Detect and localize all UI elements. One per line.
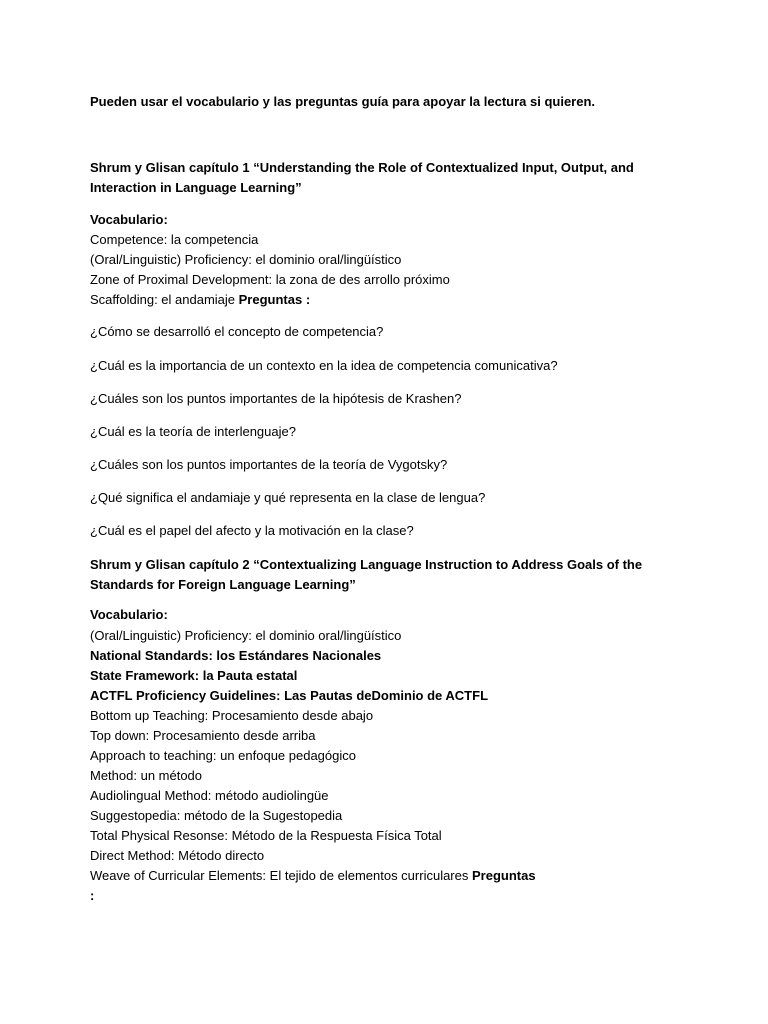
- chapter2-vocab-item: Top down: Procesamiento desde arriba: [90, 728, 316, 743]
- chapter2-vocab-item: (Oral/Linguistic) Proficiency: el dominio oral/lingüístico: [90, 628, 402, 643]
- chapter2-vocab-item: Method: un método: [90, 768, 203, 783]
- chapter2-title: Shrum y Glisan capítulo 2 “Contextualizing Language Instruction to Address Goals of the Standards for Foreign Language Learning”: [90, 557, 643, 592]
- chapter2-questions-colon: :: [90, 888, 95, 903]
- chapter1-question: ¿Cuál es la importancia de un contexto en la idea de competencia comunicativa?: [90, 358, 558, 373]
- chapter1-question: ¿Cuáles son los puntos importantes de la hipótesis de Krashen?: [90, 391, 462, 406]
- chapter2-vocab-item: Audiolingual Method: método audiolingüe: [90, 788, 329, 803]
- scaffolding-term: Scaffolding: el andamiaje: [90, 292, 239, 307]
- chapter1-questions-heading: Preguntas :: [238, 292, 311, 307]
- chapter1-vocab-heading: Vocabulario:: [90, 212, 168, 227]
- chapter1-vocab-item: (Oral/Linguistic) Proficiency: el dominio oral/lingüístico: [90, 252, 402, 267]
- chapter1-question: ¿Cuáles son los puntos importantes de la teoría de Vygotsky?: [90, 457, 448, 472]
- chapter1-question: ¿Cuál es la teoría de interlenguaje?: [90, 424, 296, 439]
- chapter2-vocab-item: State Framework: la Pauta estatal: [90, 668, 298, 683]
- chapter1-vocab-item: Competence: la competencia: [90, 232, 259, 247]
- chapter1-title: Shrum y Glisan capítulo 1 “Understanding the Role of Contextualized Input, Output, and Interaction in Language Learning”: [90, 160, 634, 195]
- chapter2-vocab-heading: Vocabulario:: [90, 607, 168, 622]
- weave-term: Weave of Curricular Elements: El tejido de elementos curriculares: [90, 868, 472, 883]
- chapter2-vocab-item: Bottom up Teaching: Procesamiento desde abajo: [90, 708, 374, 723]
- chapter2-vocab-item: Approach to teaching: un enfoque pedagógico: [90, 748, 356, 763]
- chapter2-vocab-item: Total Physical Resonse: Método de la Respuesta Física Total: [90, 828, 442, 843]
- chapter2-vocab-item-weave: [90, 868, 536, 884]
- chapter2-vocab-item: Suggestopedia: método de la Sugestopedia: [90, 808, 343, 823]
- chapter2-vocab-item: National Standards: los Estándares Nacionales: [90, 648, 382, 663]
- chapter1-vocab-item: Zone of Proximal Development: la zona de des arrollo próximo: [90, 272, 450, 287]
- chapter1-question: ¿Cuál es el papel del afecto y la motivación en la clase?: [90, 523, 414, 538]
- chapter2-questions-heading: Preguntas: [471, 868, 536, 883]
- chapter1-question: ¿Qué significa el andamiaje y qué representa en la clase de lengua?: [90, 490, 486, 505]
- intro-text: Pueden usar el vocabulario y las preguntas guía para apoyar la lectura si quieren.: [90, 94, 596, 109]
- chapter2-vocab-item: Direct Method: Método directo: [90, 848, 265, 863]
- chapter1-question: ¿Cómo se desarrolló el concepto de competencia?: [90, 324, 384, 339]
- chapter1-vocab-item-scaffolding: [90, 292, 310, 308]
- chapter2-vocab-item: ACTFL Proficiency Guidelines: Las Pautas deDominio de ACTFL: [90, 688, 489, 703]
